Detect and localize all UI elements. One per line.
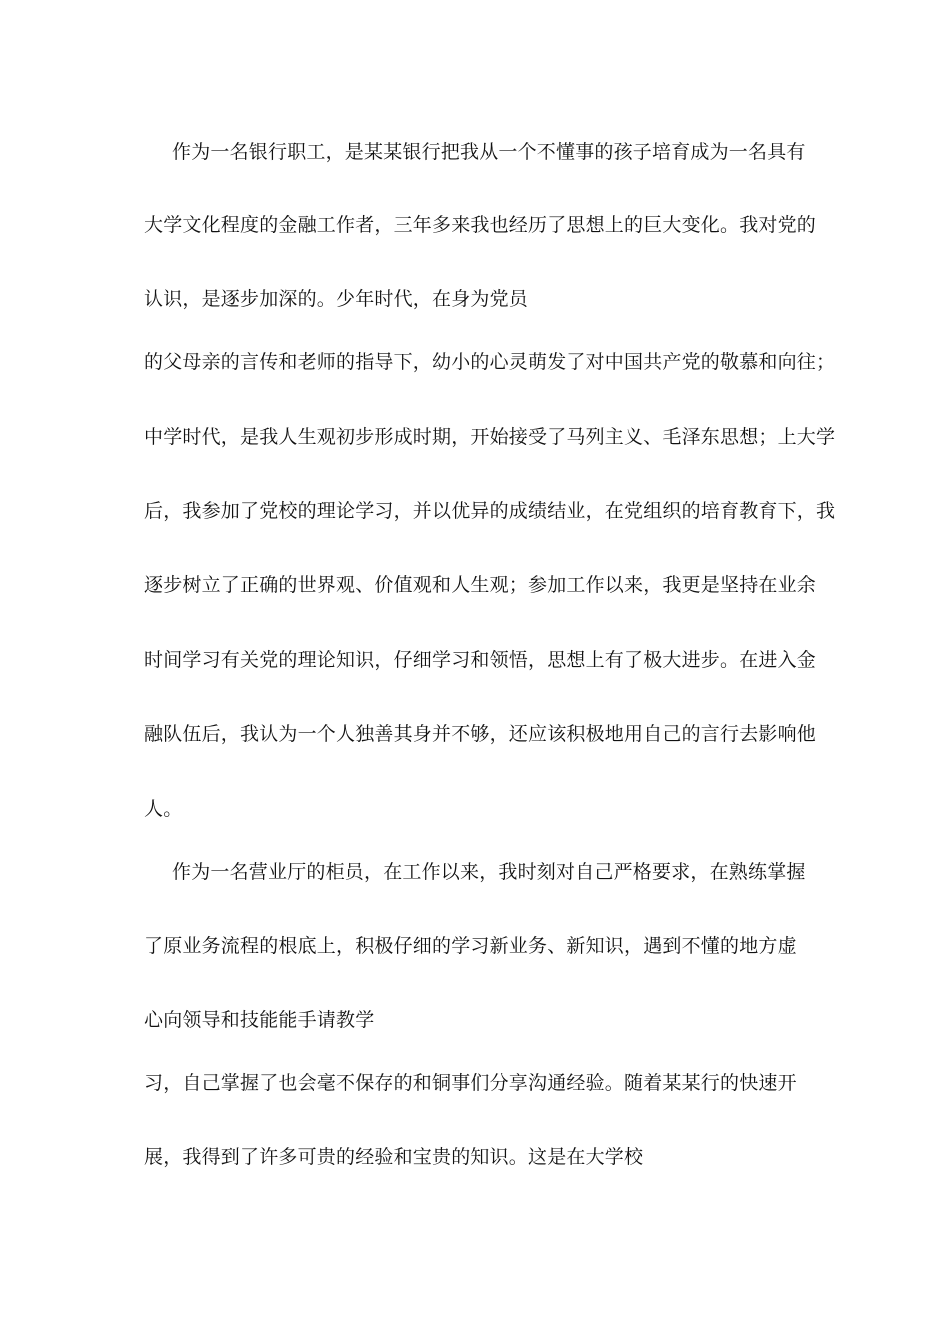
paragraph-1-line-4: 的父母亲的言传和老师的指导下，幼小的心灵萌发了对中国共产党的敬慕和向往； — [144, 351, 836, 373]
paragraph-2-line-4: 习，自己掌握了也会毫不保存的和铜事们分享沟通经验。随着某某行的快速开 — [144, 1072, 797, 1094]
paragraph-1-line-9: 融队伍后，我认为一个人独善其身并不够，还应该积极地用自己的言行去影响他 — [144, 723, 817, 745]
paragraph-1-line-6: 后，我参加了党校的理论学习，并以优异的成绩结业，在党组织的培育教育下，我 — [144, 500, 836, 522]
paragraph-1-line-7: 逐步树立了正确的世界观、价值观和人生观；参加工作以来，我更是坚持在业余 — [144, 574, 817, 596]
paragraph-1-line-5: 中学时代，是我人生观初步形成时期，开始接受了马列主义、毛泽东思想；上大学 — [144, 426, 836, 448]
paragraph-1-line-1: 作为一名银行职工，是某某银行把我从一个不懂事的孩子培育成为一名具有 — [172, 141, 806, 163]
paragraph-2-line-2: 了原业务流程的根底上，积极仔细的学习新业务、新知识，遇到不懂的地方虚 — [144, 935, 797, 957]
paragraph-2-line-3: 心向领导和技能能手请教学 — [144, 1009, 375, 1031]
paragraph-1-line-2: 大学文化程度的金融工作者，三年多来我也经历了思想上的巨大变化。我对党的 — [144, 214, 817, 236]
paragraph-1-line-8: 时间学习有关党的理论知识，仔细学习和领悟，思想上有了极大进步。在进入金 — [144, 649, 817, 671]
paragraph-1-line-10: 人。 — [144, 798, 183, 820]
paragraph-2-line-5: 展，我得到了许多可贵的经验和宝贵的知识。这是在大学校 — [144, 1146, 644, 1168]
paragraph-1-line-3: 认识，是逐步加深的。少年时代，在身为党员 — [144, 288, 529, 310]
paragraph-2-line-1: 作为一名营业厅的柜员，在工作以来，我时刻对自己严格要求，在熟练掌握 — [172, 861, 806, 883]
